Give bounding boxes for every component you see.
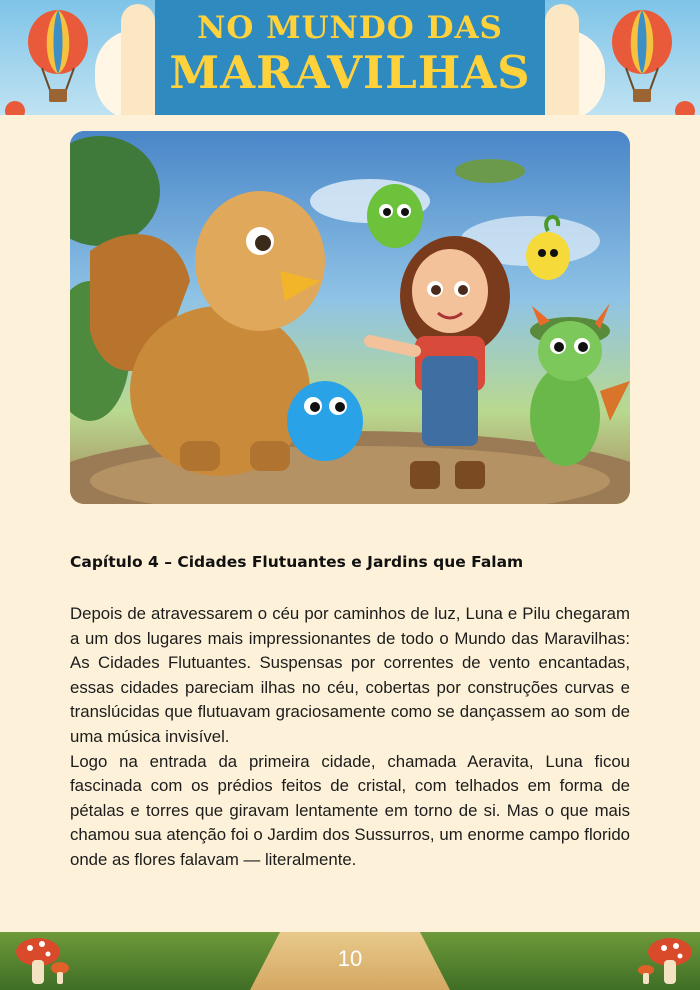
small-balloon-icon xyxy=(674,100,696,115)
column-right xyxy=(545,4,579,115)
mushroom-left-icon xyxy=(10,934,70,990)
illustration-artwork xyxy=(70,131,630,504)
hot-air-balloon-left-icon xyxy=(22,10,94,106)
page-number: 10 xyxy=(337,946,363,971)
small-balloon-icon xyxy=(4,100,26,115)
title-banner xyxy=(155,0,545,115)
paragraph: Depois de atravessarem o céu por caminhos de luz, Luna e Pilu chegaram a um dos lugares mais impressionantes de todo o Mundo das Maravilhas: As Cidades Flutuantes. Suspensas por correntes de vento encantadas, essas cidades pareciam ilhas no céu, cobertas por construções curvas e translúcidas que flutuavam graciosamente como se dançassem ao som de uma música invisível. xyxy=(70,604,630,746)
column-left xyxy=(121,4,155,115)
page-header xyxy=(0,0,700,115)
book-title-line1: NO MUNDO DAS xyxy=(197,10,503,46)
book-title-line2: MARAVILHAS xyxy=(169,46,531,99)
chapter-title: Capítulo 4 – Cidades Flutuantes e Jardins que Falam xyxy=(70,553,524,571)
chapter-body xyxy=(70,602,630,873)
paragraph: Logo na entrada da primeira cidade, chamada Aeravita, Luna ficou fascinada com os prédios feitos de cristal, com telhados em forma de pétalas e torres que giravam lentamente em torno de si. Mas o que mais chamou sua atenção foi o Jardim dos Sussurros, um enorme campo florido onde as flores falavam — literalmente. xyxy=(70,751,630,869)
mushroom-right-icon xyxy=(636,934,696,990)
chapter-illustration xyxy=(70,131,630,504)
hot-air-balloon-right-icon xyxy=(606,10,678,106)
